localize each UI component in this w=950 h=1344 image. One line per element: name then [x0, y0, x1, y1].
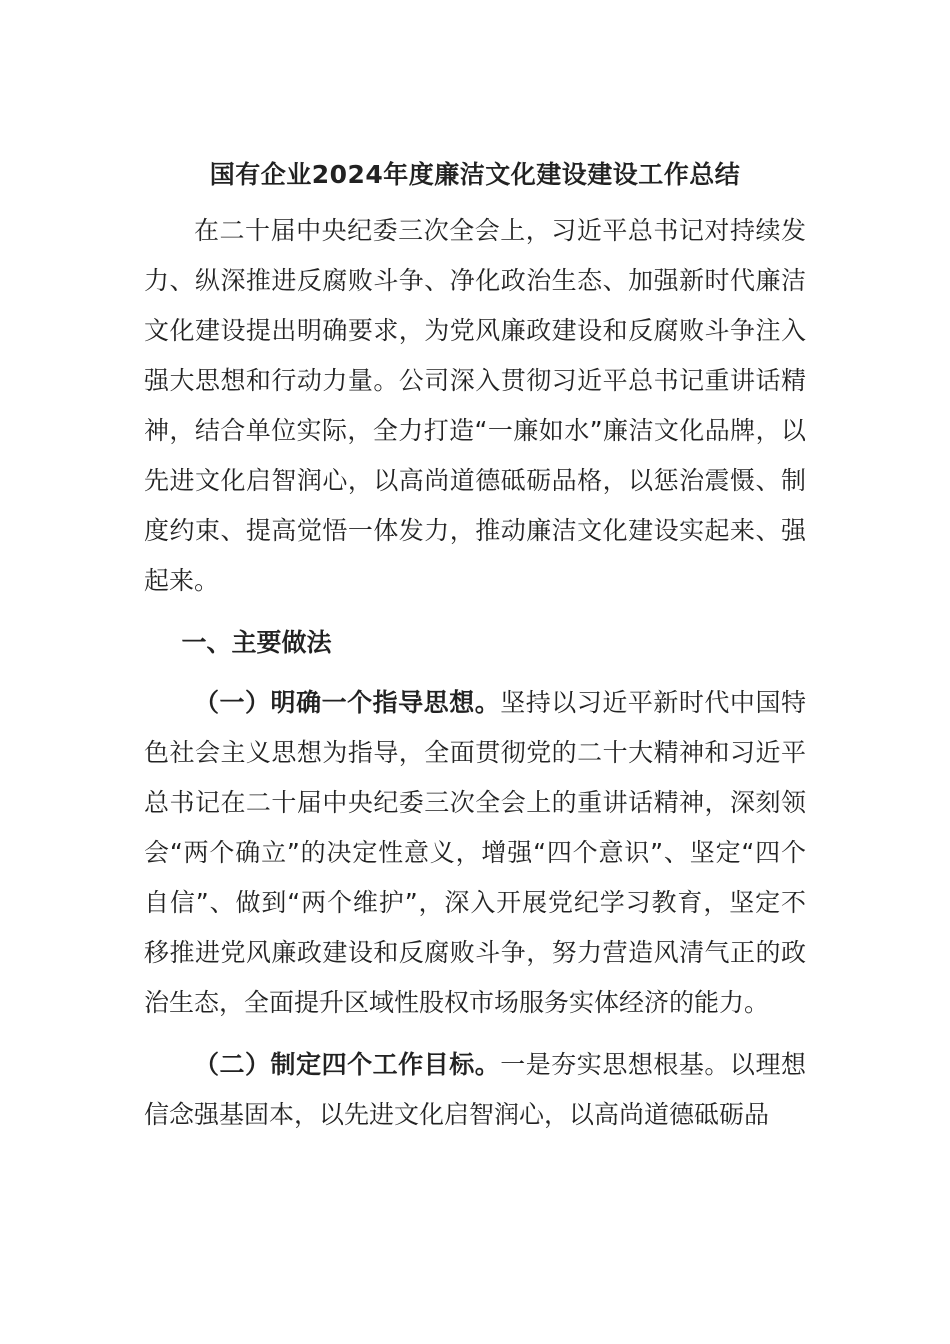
- document-title: 国有企业2024年度廉洁文化建设建设工作总结: [209, 160, 741, 189]
- item-2-lead: （二）制定四个工作目标。: [194, 1050, 501, 1079]
- item-2-paragraph: [144, 1040, 806, 1140]
- document-page: [144, 150, 806, 1140]
- item-1-paragraph: [144, 678, 806, 1028]
- item-2-body: 一是夯实思想根基。以理想信念强基固本，以先进文化启智润心，以高尚道德砥砺品: [144, 1050, 806, 1129]
- item-1-body: 坚持以习近平新时代中国特色社会主义思想为指导，全面贯彻党的二十大精神和习近平总书记在二十届中央纪委三次全会上的重讲话精神，深刻领会“两个确立”的决定性意义，增强“四个意识”、坚定“四个自信”、做到“两个维护”，深入开展党纪学习教育，坚定不移推进党风廉政建设和反腐败斗争，努力营造风清气正的政治生态，全面提升区域性股权市场服务实体经济的能力。: [144, 688, 806, 1017]
- item-1-lead: （一）明确一个指导思想。: [194, 688, 501, 717]
- intro-paragraph: 在二十届中央纪委三次全会上，习近平总书记对持续发力、纵深推进反腐败斗争、净化政治生态、加强新时代廉洁文化建设提出明确要求，为党风廉政建设和反腐败斗争注入强大思想和行动力量。公司深入贯彻习近平总书记重讲话精神，结合单位实际，全力打造“一廉如水”廉洁文化品牌，以先进文化启智润心，以高尚道德砥砺品格，以惩治震慑、制度约束、提高觉悟一体发力，推动廉洁文化建设实起来、强起来。: [144, 216, 806, 595]
- section-heading-main-practices: 一、主要做法: [181, 628, 332, 657]
